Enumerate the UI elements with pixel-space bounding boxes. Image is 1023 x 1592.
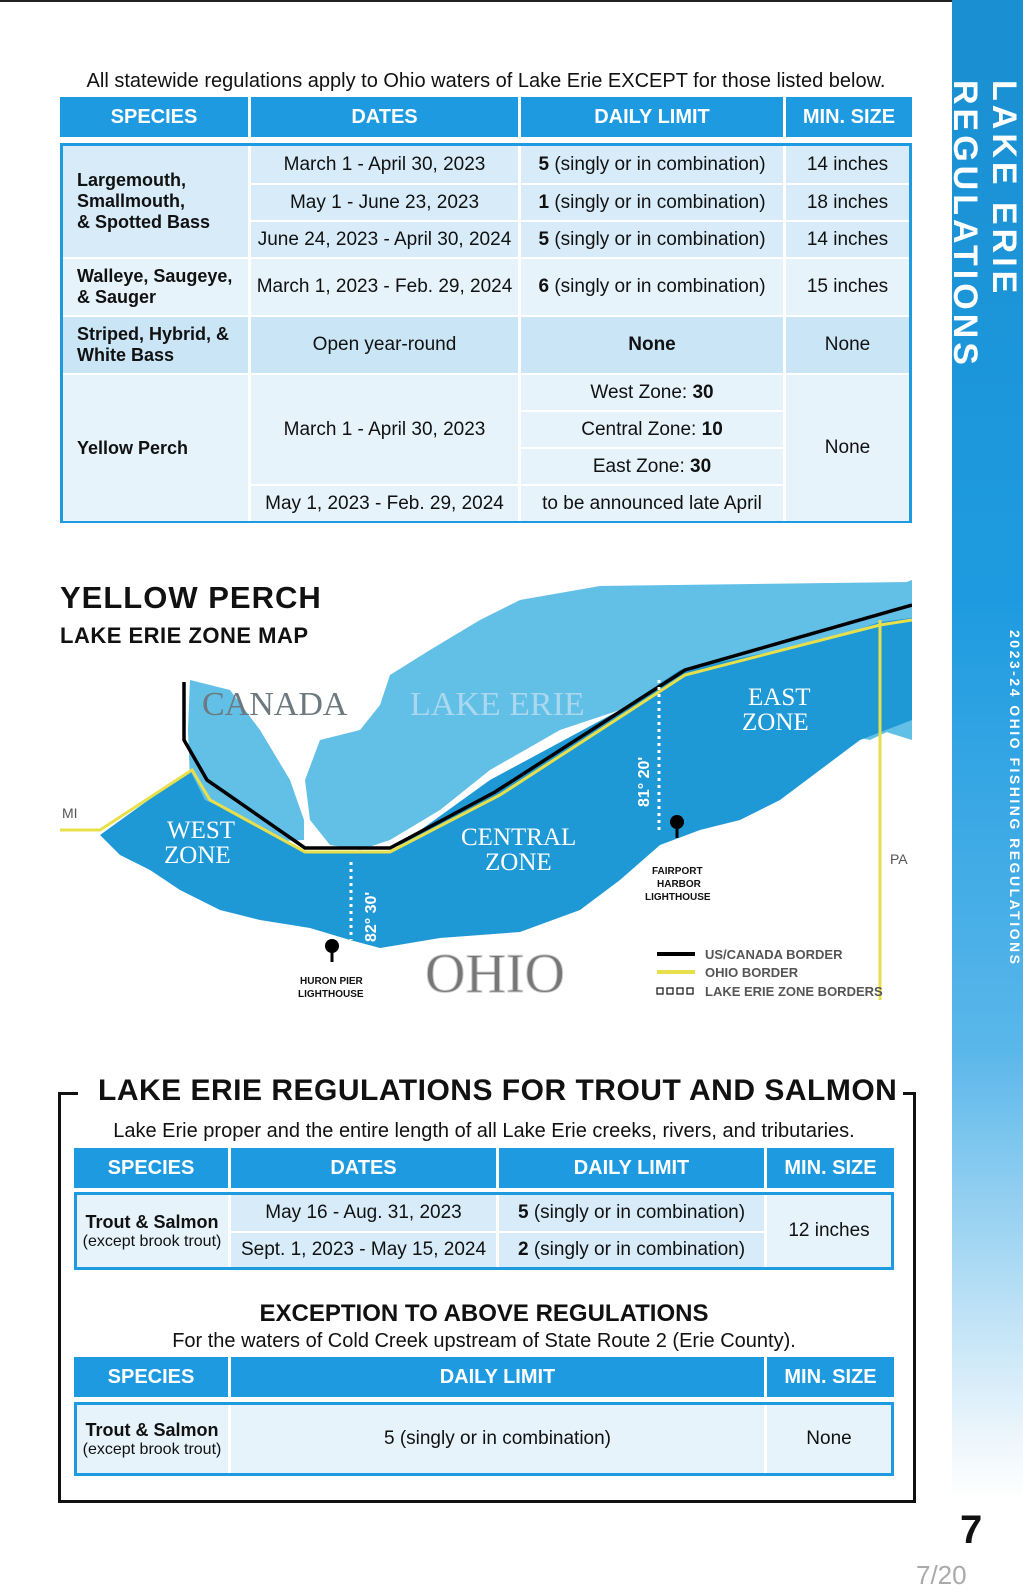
table-row xyxy=(63,257,909,315)
label-lake-erie: LAKE ERIE xyxy=(410,686,585,723)
table-row xyxy=(63,315,909,373)
species-perch: Yellow Perch xyxy=(63,373,248,521)
label-huron-2: LIGHTHOUSE xyxy=(298,989,364,1000)
table-row xyxy=(63,146,909,183)
header-daily-limit: DAILY LIMIT xyxy=(518,97,783,137)
label-central-zone-2: ZONE xyxy=(485,849,552,876)
limit-cell xyxy=(496,1231,764,1267)
trout-body xyxy=(77,1195,891,1267)
map-subtitle: LAKE ERIE ZONE MAP xyxy=(60,623,309,648)
label-canada: CANADA xyxy=(202,686,348,723)
size-cell: 18 inches xyxy=(783,183,909,220)
box-top-left xyxy=(58,1092,78,1095)
page-counter: 7/20 xyxy=(916,1560,967,1590)
legend-label-zones: LAKE ERIE ZONE BORDERS xyxy=(705,984,883,999)
exception-species xyxy=(77,1405,228,1473)
header-min-size: MIN. SIZE xyxy=(764,1357,894,1397)
zone-value: 30 xyxy=(690,455,712,477)
limit-number: 2 xyxy=(517,1239,529,1260)
species-line: Trout & Salmon xyxy=(85,1419,219,1440)
dates-cell: May 1, 2023 - Feb. 29, 2024 xyxy=(248,484,518,521)
dates-cell: Open year-round xyxy=(248,315,518,373)
table-row xyxy=(77,1405,891,1473)
trout-intro: Lake Erie proper and the entire length of all Lake Erie creeks, rivers, and tributaries. xyxy=(113,1120,855,1142)
exception-table xyxy=(74,1357,894,1397)
zone-label: West Zone: xyxy=(590,381,693,403)
limit-text: (singly or in combination) xyxy=(549,153,766,175)
header-dates: DATES xyxy=(228,1148,496,1188)
species-note: (except brook trout) xyxy=(82,1232,222,1250)
regulations-header-row xyxy=(60,97,912,137)
limit-cell xyxy=(496,1195,764,1231)
label-mi: MI xyxy=(62,805,78,821)
species-line: Smallmouth, xyxy=(77,191,186,211)
label-meridian-81: 81° 20' xyxy=(636,756,653,807)
limit-cell: 5 (singly or in combination) xyxy=(228,1405,764,1473)
legend-label-border: US/CANADA BORDER xyxy=(705,947,843,962)
trout-species xyxy=(77,1195,228,1267)
dates-cell: March 1 - April 30, 2023 xyxy=(248,373,518,484)
limit-text: (singly or in combination) xyxy=(549,228,766,250)
species-note: (except brook trout) xyxy=(82,1440,222,1458)
limit-number: 5 xyxy=(517,1202,529,1223)
header-daily-limit: DAILY LIMIT xyxy=(228,1357,764,1397)
limit-text: (singly or in combination) xyxy=(528,1239,746,1260)
dates-cell: March 1 - April 30, 2023 xyxy=(248,146,518,183)
dates-cell: June 24, 2023 - April 30, 2024 xyxy=(248,220,518,257)
exception-header-row xyxy=(74,1357,894,1397)
limit-number: 5 xyxy=(538,153,550,175)
label-huron-1: HURON PIER xyxy=(300,976,363,987)
limit-cell xyxy=(518,183,783,220)
fairport-lighthouse-marker xyxy=(670,815,684,829)
zone-limit-west xyxy=(518,373,783,410)
zone-label: East Zone: xyxy=(592,455,691,477)
limit-cell xyxy=(518,257,783,315)
size-cell: None xyxy=(783,315,909,373)
label-meridian-82: 82° 30' xyxy=(363,891,380,942)
limit-cell xyxy=(518,146,783,183)
species-striped xyxy=(63,315,248,373)
limit-text: (singly or in combination) xyxy=(549,276,766,297)
dates-cell: Sept. 1, 2023 - May 15, 2024 xyxy=(228,1231,496,1267)
limit-cell xyxy=(518,220,783,257)
limit-number: 6 xyxy=(538,276,550,297)
limit-cell: to be announced late April xyxy=(518,484,783,521)
legend-swatch-zones xyxy=(657,988,693,994)
size-cell: None xyxy=(783,373,909,521)
limit-number: 1 xyxy=(538,191,550,213)
exception-subtitle: For the waters of Cold Creek upstream of State Route 2 (Erie County). xyxy=(172,1330,796,1352)
sidebar-subtitle: 2023-24 OHIO FISHING REGULATIONS xyxy=(1007,629,1023,967)
label-west-zone-1: WEST xyxy=(167,817,236,844)
limit-number: 5 xyxy=(538,228,550,250)
species-line: Walleye, Saugeye, xyxy=(77,266,233,286)
limit-text: (singly or in combination) xyxy=(549,191,766,213)
regulations-intro: All statewide regulations apply to Ohio waters of Lake Erie EXCEPT for those listed below. xyxy=(86,70,886,92)
size-cell: 14 inches xyxy=(783,146,909,183)
header-species: SPECIES xyxy=(107,1365,195,1388)
label-central-zone-1: CENTRAL xyxy=(461,824,577,851)
zone-limit-central xyxy=(518,410,783,447)
species-walleye xyxy=(63,257,248,315)
dates-cell: March 1, 2023 - Feb. 29, 2024 xyxy=(248,257,518,315)
label-east-zone-1: EAST xyxy=(748,684,811,711)
label-east-zone-2: ZONE xyxy=(742,709,809,736)
species-line: Trout & Salmon xyxy=(85,1211,219,1232)
zone-limit-east xyxy=(518,447,783,484)
header-min-size: MIN. SIZE xyxy=(783,97,912,137)
header-dates: DATES xyxy=(248,97,518,137)
top-rule xyxy=(0,0,960,2)
table-row xyxy=(63,373,909,410)
regulations-body xyxy=(63,146,909,521)
zone-value: 10 xyxy=(701,418,723,440)
header-species: SPECIES xyxy=(110,105,198,128)
zone-value: 30 xyxy=(692,381,714,403)
exception-body xyxy=(77,1405,891,1473)
map-title: YELLOW PERCH xyxy=(60,580,322,615)
regulations-table xyxy=(60,97,912,145)
species-bass xyxy=(63,146,248,257)
trout-header-row xyxy=(74,1148,894,1188)
exception-title: EXCEPTION TO ABOVE REGULATIONS xyxy=(259,1300,709,1327)
sidebar-title: LAKE ERIE REGULATIONS xyxy=(946,80,1023,369)
table-row xyxy=(77,1195,891,1231)
label-fairport-3: LIGHTHOUSE xyxy=(645,892,711,903)
label-fairport-1: FAIRPORT xyxy=(652,866,703,877)
header-daily-limit: DAILY LIMIT xyxy=(496,1148,764,1188)
size-cell: 12 inches xyxy=(764,1195,891,1267)
limit-text: (singly or in combination) xyxy=(528,1202,746,1223)
header-min-size: MIN. SIZE xyxy=(764,1148,894,1188)
legend-label-ohio: OHIO BORDER xyxy=(705,965,799,980)
size-cell: 14 inches xyxy=(783,220,909,257)
size-cell: None xyxy=(764,1405,891,1473)
zone-label: Central Zone: xyxy=(581,418,702,440)
label-pa: PA xyxy=(890,851,908,867)
limit-cell: None xyxy=(518,315,783,373)
species-line: Striped, Hybrid, & xyxy=(77,324,230,344)
header-species: SPECIES xyxy=(107,1156,195,1179)
species-line: Largemouth, xyxy=(77,170,187,190)
trout-table xyxy=(74,1148,894,1188)
trout-title: LAKE ERIE REGULATIONS FOR TROUT AND SALMON xyxy=(92,1074,903,1108)
label-fairport-2: HARBOR xyxy=(657,879,701,890)
size-cell: 15 inches xyxy=(783,257,909,315)
species-line: & Sauger xyxy=(77,287,157,307)
label-ohio: OHIO xyxy=(425,943,565,1005)
page-number: 7 xyxy=(960,1508,983,1552)
dates-cell: May 1 - June 23, 2023 xyxy=(248,183,518,220)
huron-lighthouse-marker xyxy=(325,939,339,953)
label-west-zone-2: ZONE xyxy=(164,842,231,869)
species-line: & Spotted Bass xyxy=(77,212,211,232)
species-line: White Bass xyxy=(77,345,175,365)
dates-cell: May 16 - Aug. 31, 2023 xyxy=(228,1195,496,1231)
